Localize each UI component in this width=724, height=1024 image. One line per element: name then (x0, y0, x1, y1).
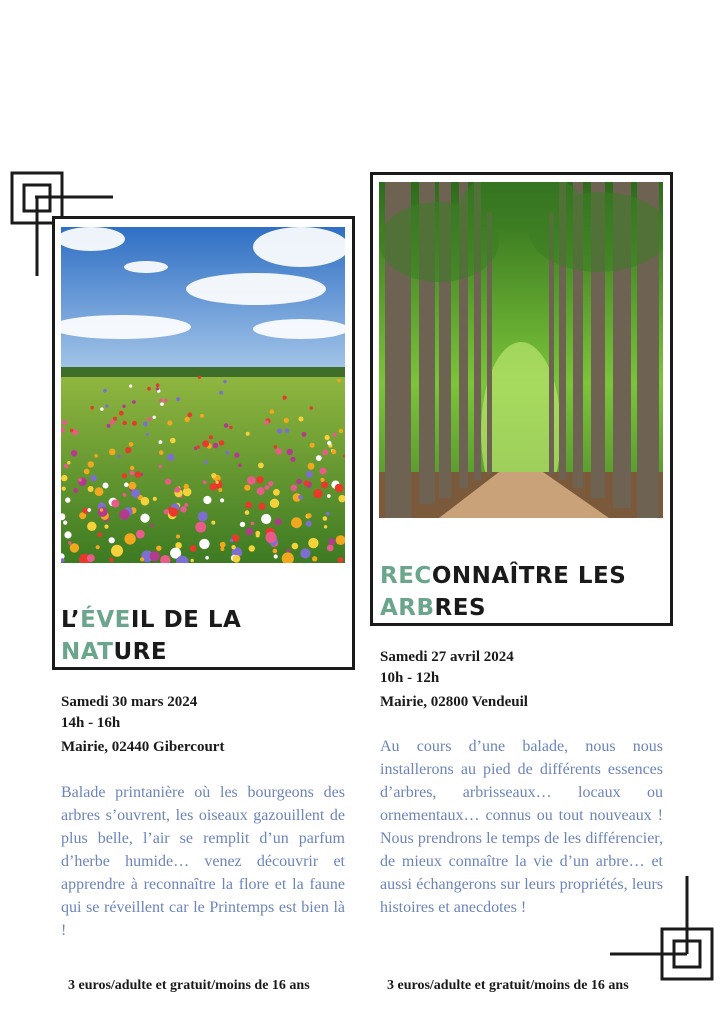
flower-dot (331, 449, 336, 454)
flower-dot (184, 484, 189, 489)
flower-dot (167, 420, 172, 425)
flower-dot (299, 417, 304, 422)
flower-dot (296, 479, 302, 485)
flower-dot (265, 485, 270, 490)
flower-dot (277, 428, 282, 433)
flower-dot (234, 453, 239, 458)
flower-dot (136, 530, 145, 539)
flower-dot (321, 482, 328, 489)
flower-dot (98, 507, 108, 517)
flower-dot (153, 497, 157, 501)
flower-dot (191, 559, 194, 562)
flower-dot (291, 517, 302, 528)
flower-dot (124, 483, 129, 488)
flower-dot (312, 556, 317, 561)
flower-dot (323, 516, 328, 521)
flower-dot (94, 454, 98, 458)
flower-dot (143, 422, 148, 427)
flower-dot (204, 460, 208, 464)
flower-dot (90, 406, 94, 410)
flower-dot (313, 489, 322, 498)
flower-dot (211, 473, 216, 478)
flower-dot (291, 485, 298, 492)
flower-dot (338, 557, 344, 563)
flower-dot (292, 543, 299, 550)
flower-dot (71, 450, 77, 456)
flower-dot (147, 387, 151, 391)
flower-dot (123, 493, 127, 497)
flower-dot (238, 464, 242, 468)
flower-dot (131, 489, 140, 498)
flower-dot (246, 528, 253, 535)
flower-dot (88, 461, 94, 467)
flower-dot (306, 471, 313, 478)
flower-dot (308, 538, 318, 548)
flower-dot (146, 433, 149, 436)
flower-dot (219, 391, 223, 395)
flower-dot (159, 440, 163, 444)
event-2-time: 10h - 12h (380, 670, 440, 686)
flower-dot (284, 418, 289, 423)
flower-dot (87, 522, 96, 531)
flower-dot (246, 432, 250, 436)
flower-dot (213, 443, 219, 449)
flower-dot (290, 457, 295, 462)
flower-dot (203, 480, 207, 484)
flower-dot (109, 558, 113, 562)
flower-dot (164, 399, 168, 403)
flower-dot (105, 404, 108, 407)
flower-dot (273, 549, 278, 554)
flower-dot (198, 376, 201, 379)
event-1-date: Samedi 30 mars 2024 (61, 694, 198, 710)
flower-dot (91, 475, 97, 481)
flower-dot (180, 506, 186, 512)
flower-dot (268, 481, 273, 486)
flower-dot (140, 557, 144, 561)
flower-dot (274, 554, 278, 558)
flower-dot (100, 408, 103, 411)
flower-dot (258, 463, 264, 469)
flower-dot (200, 414, 204, 418)
flower-dot (104, 525, 108, 529)
flower-dot (176, 535, 180, 539)
flower-dot (256, 476, 263, 483)
flower-dot (61, 475, 67, 481)
flower-dot (337, 379, 340, 382)
flower-dot (190, 545, 197, 552)
flower-dot (70, 543, 79, 552)
flower-dot (174, 487, 180, 493)
flower-dot (110, 420, 115, 425)
flower-dot (95, 487, 104, 496)
flower-dot (147, 417, 151, 421)
flower-dot (274, 445, 278, 449)
flower-dot (176, 397, 180, 401)
flower-dot (251, 522, 255, 526)
flower-dot (185, 417, 190, 422)
flower-dot (270, 409, 275, 414)
flower-dot (109, 537, 115, 543)
flower-dot (197, 445, 200, 448)
flower-dot (219, 440, 224, 445)
flower-dot (211, 521, 215, 525)
flower-dot (220, 542, 226, 548)
flower-dot (230, 539, 233, 542)
flower-dot (98, 533, 103, 538)
flower-dot (240, 522, 245, 527)
flower-dot (275, 518, 282, 525)
flower-dot (103, 389, 107, 393)
event-1-description: Balade printanière où les bourgeons des arbres s’ouvrent, les oiseaux gazouillent de plus belle, l’air se remplit d’un parfum d’herbe humide… venez découvrir et apprendre à reconnaître la flore et la faune qui se réveillent car le Printemps est bien là ! (61, 784, 345, 939)
flower-dot (218, 488, 222, 492)
flower-dot (316, 455, 322, 461)
flower-dot (87, 508, 91, 512)
meadow-flowers-photo (61, 227, 345, 563)
flower-dot (224, 423, 229, 428)
flower-dot (202, 440, 209, 447)
flower-dot (140, 514, 149, 523)
flower-dot (298, 495, 303, 500)
flower-dot (67, 461, 70, 464)
flower-dot (164, 509, 169, 514)
flower-dot (118, 455, 121, 458)
flower-dot (184, 503, 188, 507)
event-2-place: Mairie, 02800 Vendeuil (380, 694, 528, 710)
flower-dot (135, 471, 141, 477)
flower-dot (156, 546, 161, 551)
flower-dot (160, 402, 164, 406)
flower-dot (156, 387, 159, 390)
flower-dot (310, 443, 315, 448)
flower-dot (62, 420, 67, 425)
flower-dot (324, 525, 327, 528)
event-2-details (380, 647, 528, 713)
flower-dot (63, 521, 67, 525)
flower-dot (119, 509, 129, 519)
flower-dot (304, 480, 310, 486)
event-2-date: Samedi 27 avril 2024 (380, 649, 514, 665)
flower-dot (87, 554, 95, 562)
flower-dot (111, 500, 119, 508)
flower-dot (159, 398, 163, 402)
flower-dot (65, 497, 70, 502)
flower-dot (187, 413, 192, 418)
flower-dot (287, 549, 291, 553)
flower-dot (70, 429, 73, 432)
flower-dot (245, 510, 250, 515)
flower-dot (62, 487, 66, 491)
flower-dot (78, 478, 82, 482)
flower-dot (210, 483, 217, 490)
flower-dot (170, 438, 176, 444)
flower-dot (244, 485, 250, 491)
flower-dot (122, 473, 127, 478)
flower-dot (107, 424, 111, 428)
flower-dot (195, 522, 206, 533)
flower-dot (229, 426, 232, 429)
flower-dot (130, 471, 135, 476)
flower-dot (199, 539, 209, 549)
flower-dot (64, 464, 68, 468)
flower-dot (249, 545, 255, 551)
flower-dot (259, 503, 266, 510)
flower-dot (124, 533, 135, 544)
flower-dot (216, 481, 219, 484)
flower-dot (327, 441, 331, 445)
flower-dot (300, 548, 310, 558)
flower-dot (320, 478, 324, 482)
flower-dot (153, 416, 156, 419)
flower-dot (275, 448, 282, 455)
flower-dot (320, 468, 327, 475)
flower-dot (327, 494, 331, 498)
flower-dot (109, 449, 116, 456)
flower-dot (325, 435, 330, 440)
flower-dot (159, 465, 163, 469)
flower-dot (287, 449, 293, 455)
flower-dot (122, 421, 126, 425)
flower-dot (100, 508, 103, 511)
flower-dot (285, 428, 290, 433)
flower-dot (129, 385, 132, 388)
event-2-price: 3 euros/adulte et gratuit/moins de 16 ans (387, 978, 629, 993)
flower-dot (329, 538, 336, 545)
flower-dot (231, 545, 235, 549)
flower-dot (130, 466, 134, 470)
flower-dot (203, 496, 211, 504)
flower-dot (141, 497, 150, 506)
flower-dot (150, 524, 153, 527)
flower-dot (129, 442, 134, 447)
flower-dot (339, 429, 343, 433)
flower-dot (333, 433, 337, 437)
flower-dot (119, 411, 124, 416)
flower-dot (327, 545, 334, 552)
flower-dot (205, 556, 209, 560)
flower-dot (165, 479, 171, 485)
flower-dot (257, 487, 265, 495)
flower-dot (64, 531, 71, 538)
flower-dot (84, 469, 90, 475)
event-2-title: RECONNAÎTRE LES ARBRES (380, 563, 627, 621)
flower-dot (103, 483, 109, 489)
flower-dot (310, 406, 313, 409)
flower-dot (167, 454, 174, 461)
flower-dot (306, 521, 312, 527)
flower-dot (256, 534, 260, 538)
flower-dot (132, 421, 137, 426)
event-1-place: Mairie, 02440 Gibercourt (61, 739, 225, 755)
flower-dot (265, 532, 276, 543)
flower-dot (326, 512, 330, 516)
event-1-title: L’ÉVEIL DE LA NATURE (61, 607, 242, 665)
flower-dot (129, 482, 137, 490)
flower-dot (88, 486, 94, 492)
flower-dot (233, 555, 241, 563)
flower-dot (322, 450, 328, 456)
flower-dot (150, 551, 160, 561)
flower-dot (220, 547, 224, 551)
flower-dot (261, 514, 271, 524)
flower-dot (335, 484, 344, 493)
flower-dot (223, 380, 226, 383)
flower-dot (125, 447, 131, 453)
flower-dot (245, 502, 252, 509)
flower-dot (198, 511, 208, 521)
flower-dot (247, 476, 256, 485)
flower-dot (96, 545, 100, 549)
event-1-details (61, 692, 224, 758)
flower-dot (308, 463, 315, 470)
flower-dot (220, 498, 224, 502)
flower-dot (209, 435, 213, 439)
flower-dot (283, 396, 287, 400)
flower-dot (159, 450, 164, 455)
flower-dot (73, 488, 78, 493)
flower-dot (122, 405, 125, 408)
event-2-description: Au cours d’une balade, nous nous installerons au pied de différents essences d’arbres, arbrisseaux… locaux ou ornementaux… connus ou tout nouveaux ! Nous prendrons le temps de les différencier, de mieux connaître la vie d’un arbre… et aussi échangerons sur leurs propriétés, leurs histoires et anecdotes ! (380, 738, 663, 916)
flower-dot (273, 489, 280, 496)
flower-dot (270, 499, 279, 508)
flower-dot (132, 400, 136, 404)
event-1-price: 3 euros/adulte et gratuit/moins de 16 ans (68, 978, 310, 993)
flower-dot (156, 383, 160, 387)
flower-dot (225, 451, 229, 455)
flower-dot (264, 420, 269, 425)
flower-dot (68, 541, 71, 544)
event-1-time: 14h - 16h (61, 715, 121, 731)
flower-dot (169, 507, 178, 516)
flower-dot (302, 432, 307, 437)
forest-path-photo (379, 182, 663, 518)
flower-dot (307, 513, 312, 518)
flower-dot (111, 545, 123, 557)
